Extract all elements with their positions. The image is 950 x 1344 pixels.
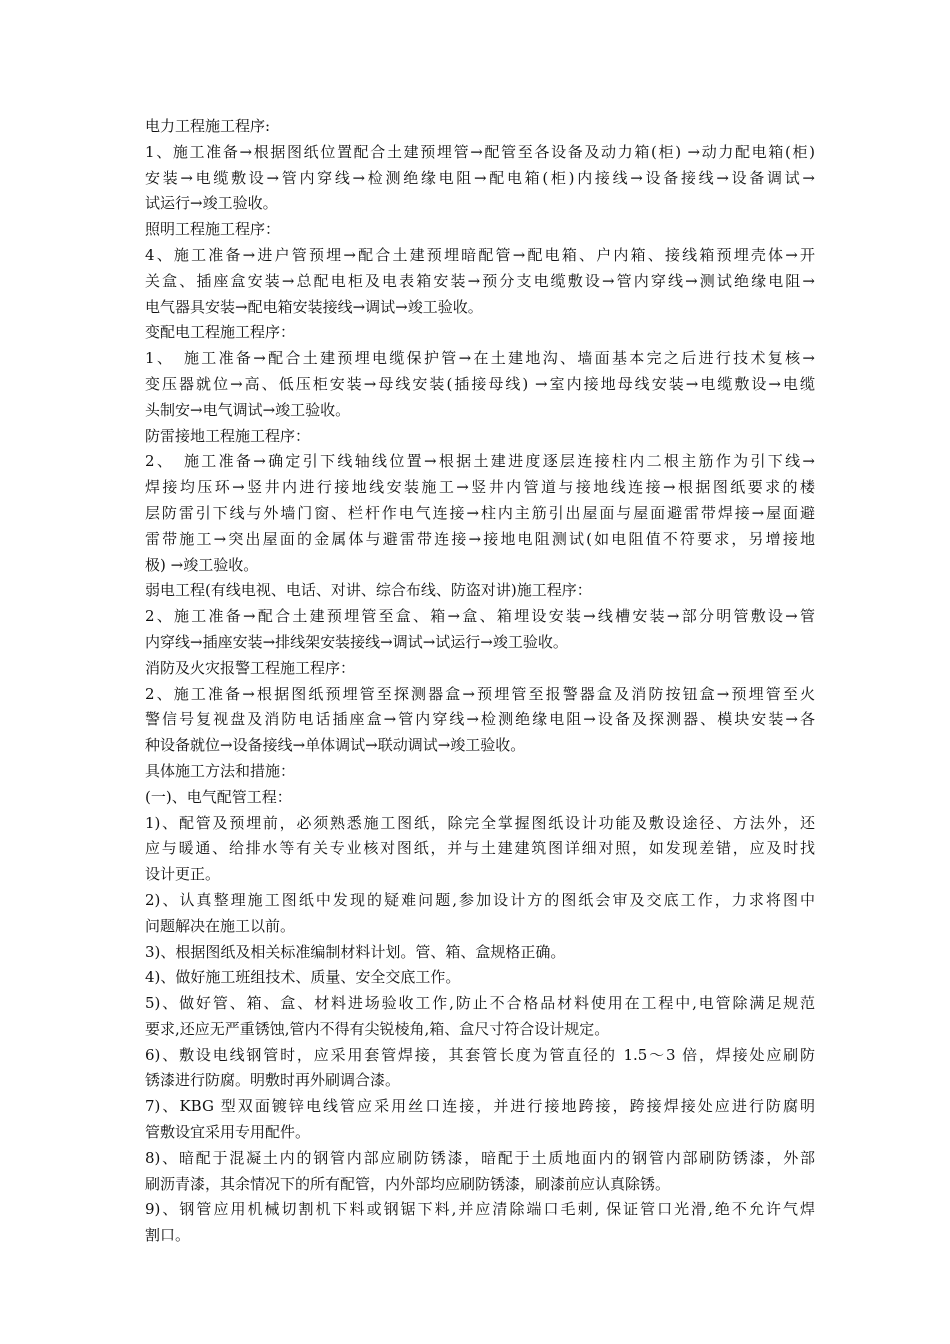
text-line: 变压器就位→高、低压柜安装→母线安装(插接母线) →室内接地母线安装→电缆敷设→电缆 — [145, 374, 815, 393]
text-line: 8)、暗配于混凝土内的钢管内部应刷防锈漆，暗配于土质地面内的钢管内部刷防锈漆，外部 — [145, 1148, 815, 1167]
text-line: 2、 施工准备→确定引下线轴线位置→根据土建进度逐层连接柱内二根主筋作为引下线→ — [145, 452, 815, 471]
text-line: 层防雷引下线与外墙门窗、栏杆作电气连接→柱内主筋引出屋面与屋面避雷带焊接→屋面避 — [145, 503, 815, 522]
text-line: 雷带施工→突出屋面的金属体与避雷带连接→接地电阻测试(如电阻值不符要求，另增接地 — [145, 529, 815, 548]
text-line: 内穿线→插座安装→排线架安装接线→调试→试运行→竣工验收。 — [145, 632, 568, 651]
text-line: 消防及火灾报警工程施工程序： — [145, 658, 356, 677]
text-line: 电气器具安装→配电箱安装接线→调试→竣工验收。 — [145, 297, 483, 316]
text-line: (一)、电气配管工程： — [145, 787, 292, 806]
text-line: 试运行→竣工验收。 — [145, 194, 278, 213]
text-line: 1、施工准备→根据图纸位置配合土建预埋管→配管至各设备及动力箱(柜) →动力配电箱(柜) — [145, 142, 815, 161]
text-line: 4、施工准备→进户管预埋→配合土建预埋暗配管→配电箱、户内箱、接线箱预埋壳体→开 — [145, 245, 815, 264]
text-line: 1、 施工准备→配合土建预埋电缆保护管→在土建地沟、墙面基本完之后进行技术复核→ — [145, 349, 815, 368]
text-line: 关盒、插座盒安装→总配电柜及电表箱安装→预分支电缆敷设→管内穿线→测试绝缘电阻→ — [145, 271, 815, 290]
text-line: 警信号复视盘及消防电话插座盒→管内穿线→检测绝缘电阻→设备及探测器、模块安装→各 — [145, 710, 815, 729]
text-line: 2、施工准备→配合土建预埋管至盒、箱→盒、箱埋设安装→线槽安装→部分明管敷设→管 — [145, 607, 815, 626]
text-line: 具体施工方法和措施： — [145, 761, 296, 780]
text-line: 割口。 — [145, 1226, 191, 1245]
text-line: 7)、KBG 型双面镀锌电线管应采用丝口连接，并进行接地跨接，跨接焊接处应进行防腐明 — [145, 1097, 815, 1116]
text-line: 要求,还应无严重锈蚀,管内不得有尖锐棱角,箱、盒尺寸符合设计规定。 — [145, 1019, 610, 1038]
text-line: 防雷接地工程施工程序： — [145, 426, 311, 445]
text-line: 设计更正。 — [145, 865, 221, 884]
text-line: 电力工程施工程序: — [145, 117, 271, 135]
text-line: 9)、钢管应用机械切割机下料或钢锯下料,并应清除端口毛刺, 保证管口光滑,绝不允许气焊 — [145, 1200, 815, 1219]
text-line: 1)、配管及预埋前，必须熟悉施工图纸，除完全掌握图纸设计功能及敷设途径、方法外，还 — [145, 813, 815, 832]
text-line: 刷沥青漆，其余情况下的所有配管，内外部均应刷防锈漆，刷漆前应认真除锈。 — [145, 1174, 671, 1193]
text-line: 2、施工准备→根据图纸预埋管至探测器盒→预埋管至报警器盒及消防按钮盒→预埋管至火 — [145, 684, 815, 703]
text-line: 2)、认真整理施工图纸中发现的疑难问题,参加设计方的图纸会审及交底工作，力求将图中 — [145, 890, 815, 909]
text-line: 锈漆进行防腐。明敷时再外刷调合漆。 — [145, 1071, 401, 1090]
text-line: 种设备就位→设备接线→单体调试→联动调试→竣工验收。 — [145, 736, 526, 755]
text-line: 4)、做好施工班组技术、质量、安全交底工作。 — [145, 968, 461, 987]
text-line: 5)、做好管、箱、盒、材料进场验收工作,防止不合格品材料使用在工程中,电管除满足规范 — [145, 994, 815, 1013]
text-line: 应与暖通、给排水等有关专业核对图纸，并与土建建筑图详细对照，如发现差错，应及时找 — [145, 839, 815, 858]
text-line: 安装→电缆敷设→管内穿线→检测绝缘电阻→配电箱(柜)内接线→设备接线→设备调试→ — [145, 168, 815, 187]
text-line: 问题解决在施工以前。 — [145, 916, 296, 935]
text-line: 照明工程施工程序： — [145, 220, 281, 239]
text-line: 变配电工程施工程序： — [145, 323, 296, 342]
text-line: 头制安→电气调试→竣工验收。 — [145, 400, 351, 419]
text-line: 极) →竣工验收。 — [145, 555, 259, 574]
text-line: 6)、敷设电线钢管时，应采用套管焊接，其套管长度为管直径的 1.5～3 倍，焊接处应刷防 — [145, 1045, 815, 1064]
text-line: 管敷设宜采用专用配件。 — [145, 1123, 311, 1142]
text-line: 弱电工程(有线电视、电话、对讲、综合布线、防盗对讲)施工程序： — [145, 581, 592, 600]
text-line: 3)、根据图纸及相关标准编制材料计划。管、箱、盒规格正确。 — [145, 942, 566, 961]
text-line: 焊接均压环→竖井内进行接地线安装施工→竖井内管道与接地线连接→根据图纸要求的楼 — [145, 478, 815, 497]
document-body — [145, 114, 815, 1249]
